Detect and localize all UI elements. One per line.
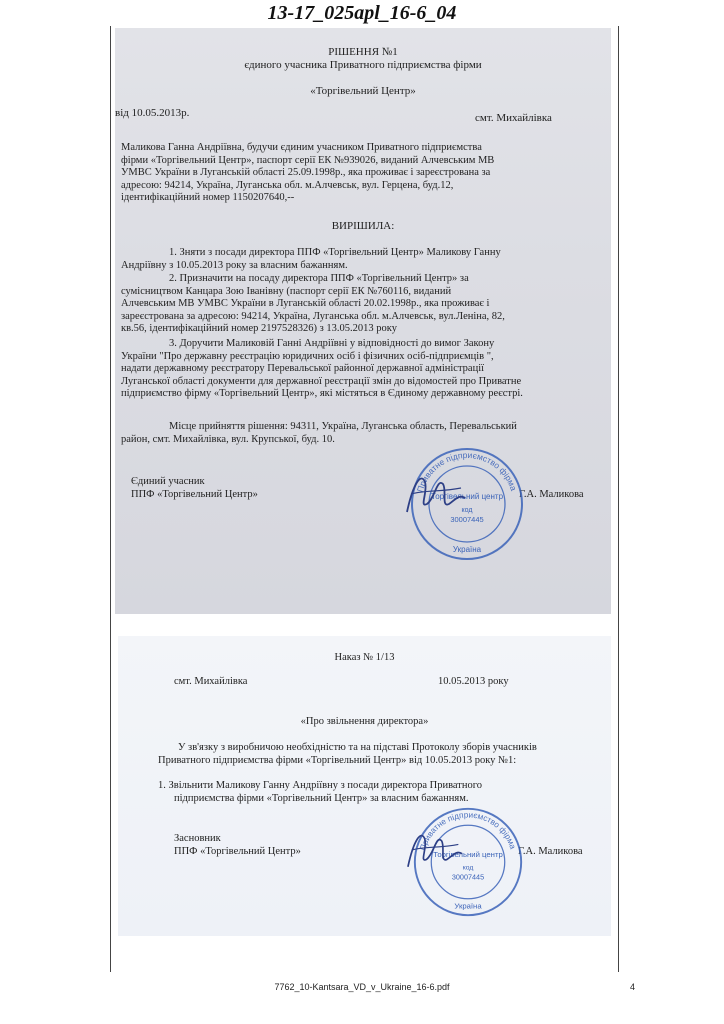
footer-page-number: 4 [630,982,636,992]
text-line: 1. Зняти з посади директора ППФ «Торгівельний Центр» Маликову Ганну [169,247,501,258]
text-line: Андріївну з 10.05.2013 року за власним бажанням. [121,259,348,271]
text-line: район, смт. Михайлівка, вул. Крупської, буд. 10. [121,433,335,445]
decision-item-2 [121,273,505,336]
text-line: Маликова Ганна Андріївна, будучи єдиним учасником Приватного підприємства [121,142,482,153]
resolved-heading: ВИРІШИЛА: [331,220,395,232]
decision-intro [121,142,603,205]
decision-company: «Торгівельний Центр» [310,85,416,97]
decision-signer-name: Г.А. Маликова [519,489,584,500]
text-line: УМВС України в Луганській області 25.09.1998р., яка проживає і зареєстрована за [121,167,491,179]
order-scan [118,636,611,936]
page-header-title: 13-17_025apl_16-6_04 [267,2,457,24]
order-signer-company: ППФ «Торгівельний Центр» [174,846,301,857]
text-line: України "Про державну реєстрацію юридичних осіб і фізичних осіб-підприємців ", [121,350,494,362]
text-line: 1. Звільнити Маликову Ганну Андріївну з посади директора Приватного [158,780,483,791]
decision-place: смт. Михайлівка [475,112,552,124]
right-margin-line [618,26,619,972]
decision-scan [115,28,611,614]
stamp-country: Україна [454,901,482,911]
order-item-1 [158,780,482,805]
text-line: Луганської області документи для державної реєстрації змін до відомостей про Приватне [121,375,522,387]
text-line: підприємства фірми «Торгівельний Центр» за власним бажанням. [174,792,469,804]
stamp-ring-text: Приватне підприємство фірма [418,810,518,852]
text-line: Місце прийняття рішення: 94311, Україна, Луганська область, Перевальський [169,421,517,432]
decision-signer-company: ППФ «Торгівельний Центр» [131,489,258,500]
order-title: Наказ № 1/13 [334,652,395,663]
order-date: 10.05.2013 року [438,676,509,687]
order-place: смт. Михайлівка [174,676,248,687]
stamp-center-text: Торгівельний центр [433,850,503,860]
decision-item-1 [121,247,501,272]
stamp-code-label: код [462,864,474,872]
signature-icon [401,464,471,524]
left-margin-line [110,26,111,972]
order-signer-role: Засновник [174,833,221,844]
decision-date: від 10.05.2013р. [115,107,190,119]
stamp-code: 30007445 [450,515,484,524]
text-line: кв.56, ідентифікаційний номер 2197528326) з 13.05.2013 року [121,323,397,335]
text-line: ідентифікаційний номер 1150207640,-- [121,192,295,204]
text-line: фірми «Торгівельний Центр», паспорт серії ЕК №939026, виданий Алчевським МВ [121,154,495,166]
stamp-code: 30007445 [451,872,485,882]
order-signer-name: Г.А. Маликова [518,846,583,857]
signature-icon [400,822,470,878]
text-line: 2. Призначити на посаду директора ППФ «Торгівельний Центр» за [169,273,469,284]
text-line: надати державному реєстратору Перевальської районної державної адміністрації [121,363,485,375]
decision-title: РІШЕННЯ №1 [328,46,398,58]
stamp-country: Україна [452,545,482,554]
text-line: У зв'язку з виробничою необхідністю та на підставі Протоколу зборів учасників [178,742,537,753]
decision-subtitle: єдиного учасника Приватного підприємства фірми [244,59,482,71]
stamp-code-label: код [461,507,473,514]
decision-signer-role: Єдиний учасник [131,476,205,487]
text-line: 3. Доручити Маликовій Ганні Андріївні у відповідності до вимог Закону [169,338,495,349]
text-line: Алчевським МВ УМВС України в Луганській області 20.02.1998р., яка проживає і [121,298,490,310]
decision-venue [121,421,517,446]
text-line: Приватного підприємства фірми «Торгівельний Центр» від 10.05.2013 року №1: [158,754,517,766]
footer-filename: 7762_10-Kantsara_VD_v_Ukraine_16-6.pdf [274,982,450,992]
stamp-ring-text: Приватне підприємство фірма [414,449,519,494]
decision-item-3 [121,338,523,401]
text-line: сумісництвом Канцара Зою Іванівну (паспорт серії ЕК №760116, виданий [121,285,452,297]
order-subject: «Про звільнення директора» [300,716,429,727]
stamp-center-text: Торгівельний центр [430,492,504,501]
text-line: підприємство фірму «Торгівельний Центр», які містяться в Єдиному державному реєстрі. [121,388,523,400]
text-line: зареєстрована за адресою: 94214, Україна, Луганська обл. м.Алчевськ, вул.Леніна, 82, [121,310,505,322]
text-line: адресою: 94214, Україна, Луганська обл. м.Алчевськ, вул. Герцена, буд.12, [121,179,454,191]
order-intro [158,742,537,767]
